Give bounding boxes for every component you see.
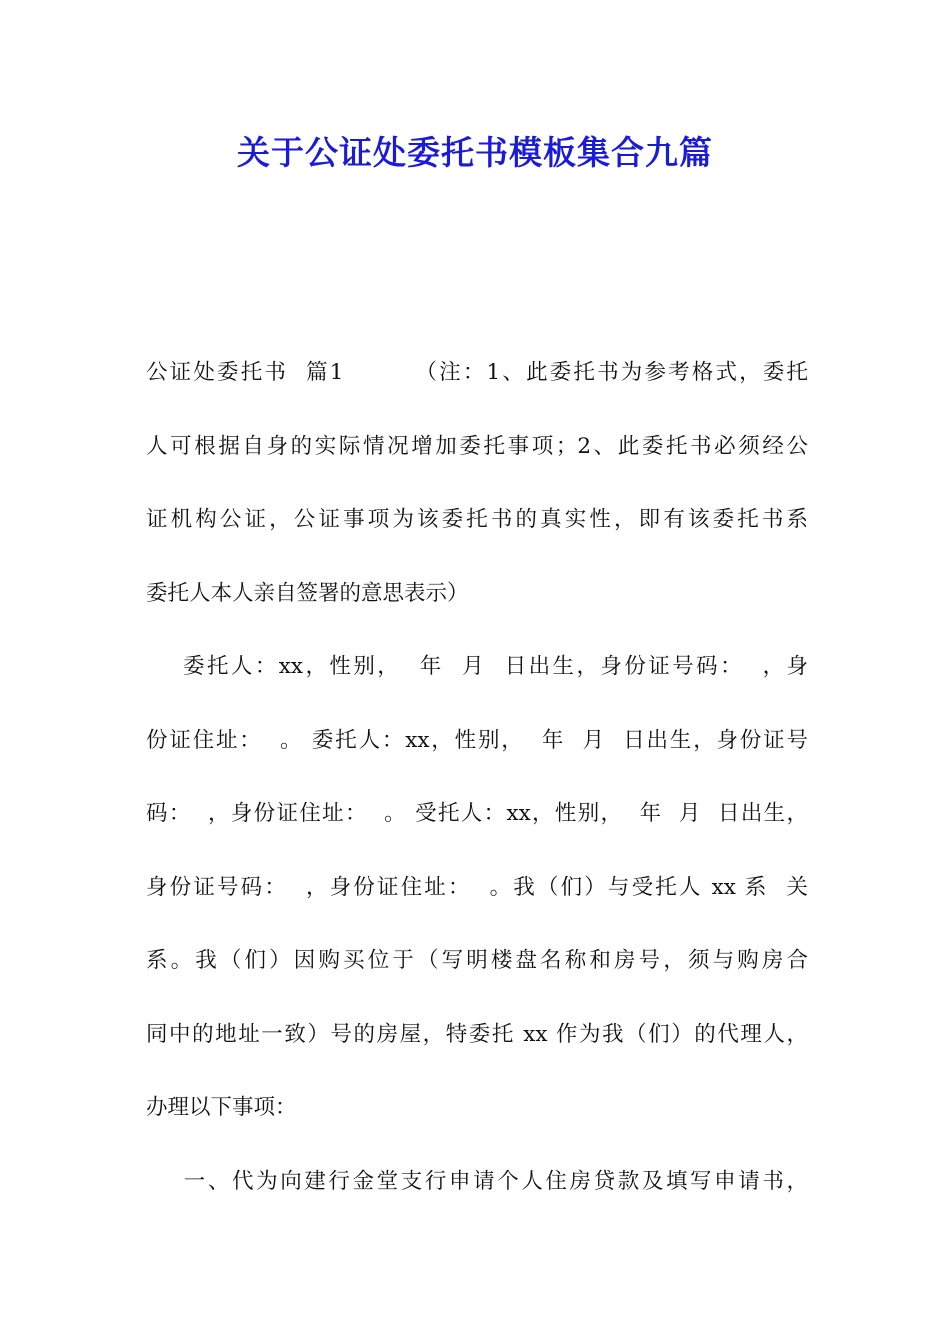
body-line: 公证处委托书 篇1 （注：1、此委托书为参考格式，委托 [146, 360, 808, 385]
body-line: 办理以下事项： [146, 1095, 297, 1120]
body-line: 系。我（们）因购买位于（写明楼盘名称和房号，须与购房合 [146, 948, 808, 973]
document-body [146, 336, 808, 1218]
body-line: 同中的地址一致）号的房屋，特委托 xx 作为我（们）的代理人， [146, 1021, 808, 1047]
document-title: 关于公证处委托书模板集合九篇 [237, 133, 713, 172]
body-line: 证机构公证，公证事项为该委托书的真实性，即有该委托书系 [146, 507, 808, 532]
body-line: 委托人本人亲自签署的意思表示） [146, 580, 469, 606]
body-line: 委托人：xx，性别， 年 月 日出生，身份证号码： ，身 [146, 654, 808, 679]
body-line: 身份证号码： ，身份证住址： 。我（们）与受托人 xx 系 关 [146, 874, 808, 900]
body-line: 人可根据自身的实际情况增加委托事项；2、此委托书必须经公 [146, 433, 808, 459]
body-line: 份证住址： 。 委托人：xx，性别， 年 月 日出生，身份证号 [146, 727, 808, 753]
body-line: 一、代为向建行金堂支行申请个人住房贷款及填写申请书， [146, 1168, 808, 1194]
body-line: 码： ，身份证住址： 。 受托人：xx，性别， 年 月 日出生， [146, 801, 808, 826]
